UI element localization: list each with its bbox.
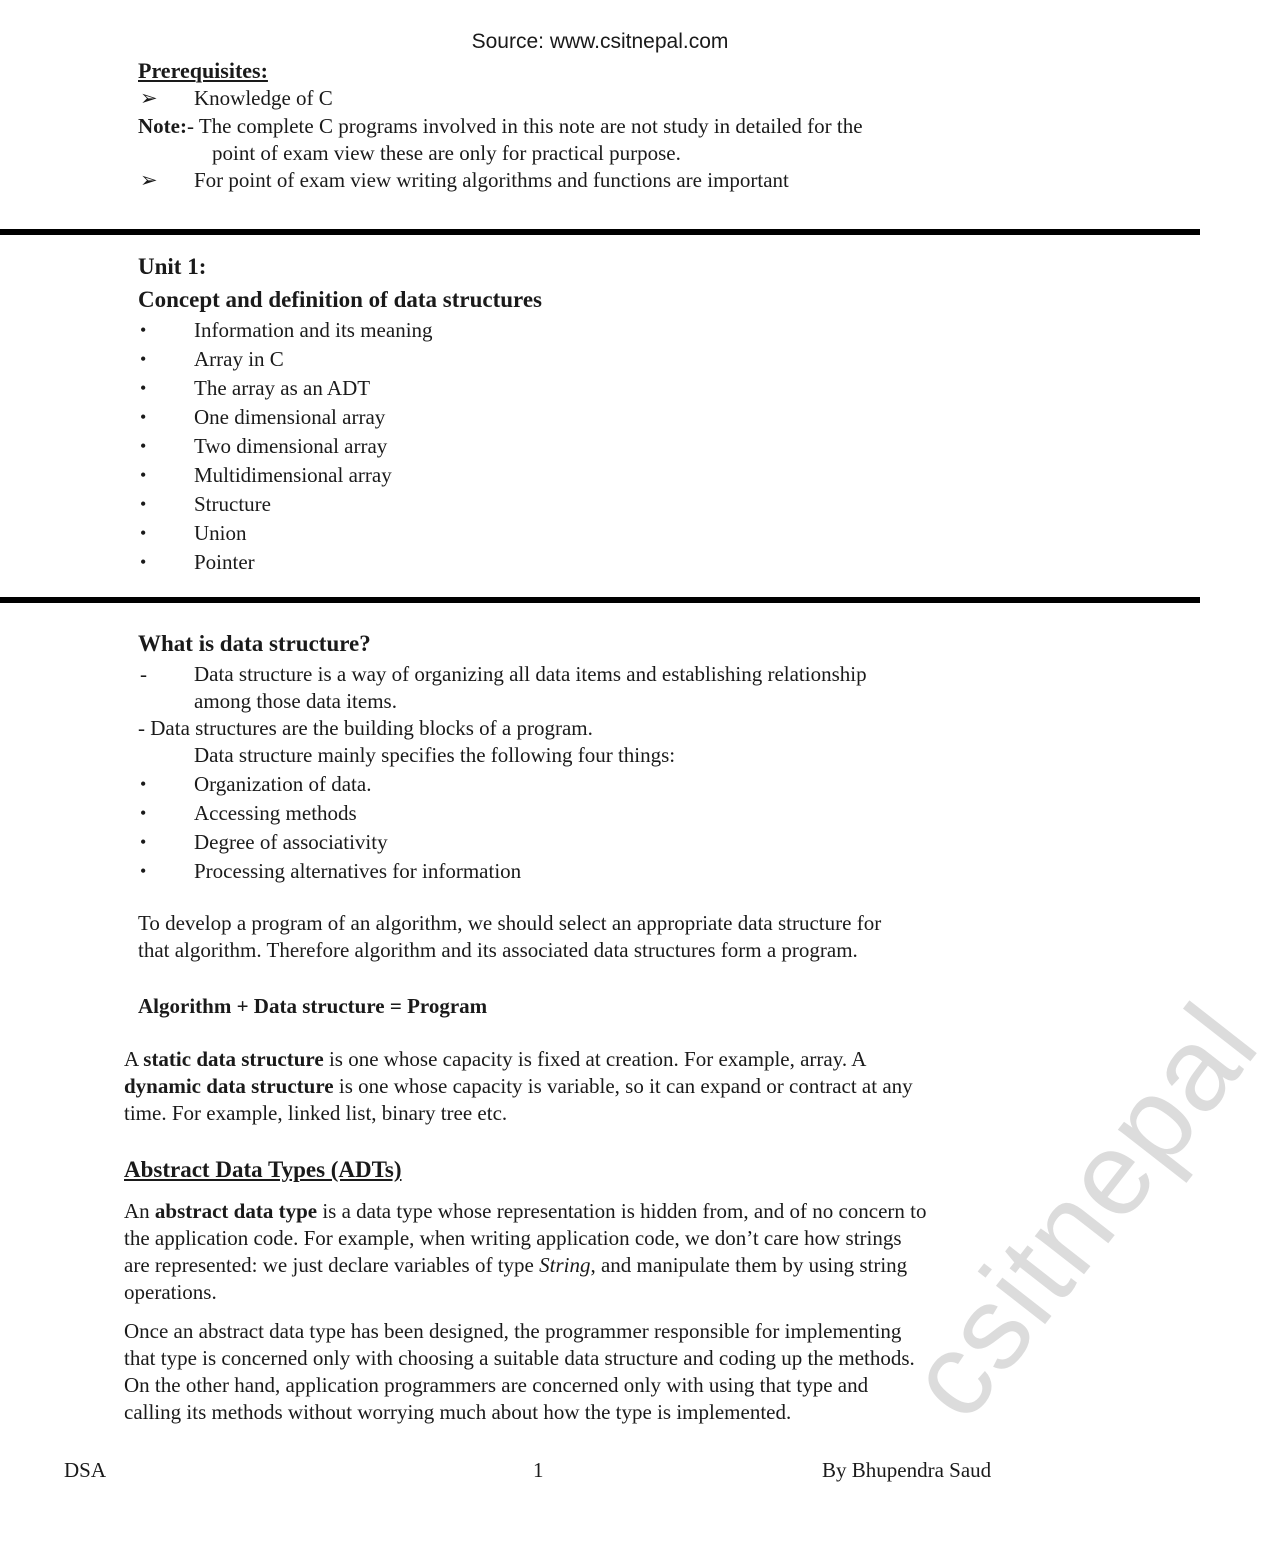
unit-label: Unit 1: <box>138 254 207 279</box>
spec-item: Accessing methods <box>194 801 357 825</box>
program-paragraph-line: that algorithm. Therefore algorithm and its associated data structures form a program. <box>138 938 858 962</box>
adt-paragraph-line: Once an abstract data type has been designed, the programmer responsible for implementing <box>124 1319 902 1343</box>
definition-line: - Data structures are the building blocks of a program. <box>138 716 593 740</box>
adt-paragraph-line: that type is concerned only with choosing a suitable data structure and coding up the methods. <box>124 1346 915 1370</box>
adt-paragraph-line <box>124 1252 907 1279</box>
unit-item: One dimensional array <box>194 405 386 429</box>
spec-item: Organization of data. <box>194 772 372 796</box>
footer-author: By Bhupendra Saud <box>822 1458 992 1482</box>
text-run: is a data type whose representation is hidden from, and of no concern to <box>317 1199 927 1223</box>
static-dynamic-line: time. For example, linked list, binary tree etc. <box>124 1101 508 1125</box>
unit-item: Multidimensional array <box>194 463 392 487</box>
what-is-heading: What is data structure? <box>138 631 371 656</box>
bullet-icon: • <box>140 436 147 456</box>
bullet-icon: • <box>140 349 147 369</box>
bullet-icon: • <box>140 803 147 823</box>
bullet-icon: • <box>140 407 147 427</box>
program-paragraph-line: To develop a program of an algorithm, we should select an appropriate data structure for <box>138 911 882 935</box>
watermark-logo: csitnepal <box>881 980 1284 1443</box>
spec-item: Degree of associativity <box>194 830 388 854</box>
definition-line: Data structure is a way of organizing all data items and establishing relationship <box>194 662 867 686</box>
bullet-icon: • <box>140 861 147 881</box>
unit-item: Structure <box>194 492 271 516</box>
adt-heading: Abstract Data Types (ADTs) <box>124 1157 402 1182</box>
adt-paragraph-line: operations. <box>124 1280 217 1304</box>
adt-paragraph-line <box>124 1198 926 1225</box>
section-divider <box>0 229 1200 235</box>
spec-item: Processing alternatives for information <box>194 859 522 883</box>
note-text: - The complete C programs involved in this note are not study in detailed for the <box>186 114 863 138</box>
text-run: An <box>124 1199 155 1223</box>
note-line-1 <box>138 114 863 139</box>
page-number: 1 <box>533 1458 544 1482</box>
section-divider <box>0 597 1200 603</box>
term-dynamic: dynamic data structure <box>124 1074 334 1098</box>
text-run: is one whose capacity is fixed at creation. For example, array. A <box>323 1047 867 1071</box>
definition-line: among those data items. <box>194 689 397 713</box>
bullet-icon: • <box>140 552 147 572</box>
term-string: String <box>539 1253 591 1277</box>
text-run: is one whose capacity is variable, so it can expand or contract at any <box>333 1074 913 1098</box>
adt-paragraph-line: On the other hand, application programmers are concerned only with using that type and <box>124 1373 869 1397</box>
unit-item: The array as an ADT <box>194 376 371 400</box>
definition-line: Data structure mainly specifies the following four things: <box>194 743 676 767</box>
bullet-icon: • <box>140 378 147 398</box>
unit-item: Information and its meaning <box>194 318 433 342</box>
note-line-2: point of exam view these are only for practical purpose. <box>212 141 681 165</box>
note-label: Note: <box>138 114 187 138</box>
bullet-icon: • <box>140 774 147 794</box>
text-run: , and manipulate them by using string <box>590 1253 908 1277</box>
prereq-item: Knowledge of C <box>194 86 333 110</box>
text-run: are represented: we just declare variables of type <box>124 1253 540 1277</box>
unit-item: Union <box>194 521 247 545</box>
bullet-icon: • <box>140 523 147 543</box>
dash-bullet: - <box>140 662 147 686</box>
bullet-icon: • <box>140 494 147 514</box>
footer-left: DSA <box>64 1458 107 1482</box>
prereq-item: For point of exam view writing algorithms and functions are important <box>194 168 789 192</box>
unit-item: Array in C <box>194 347 284 371</box>
term-adt: abstract data type <box>154 1199 318 1223</box>
prerequisites-heading: Prerequisites: <box>138 58 268 83</box>
term-static: static data structure <box>143 1047 324 1071</box>
equation: Algorithm + Data structure = Program <box>138 994 488 1018</box>
adt-paragraph-line: calling its methods without worrying much about how the type is implemented. <box>124 1400 792 1424</box>
text-run: A <box>124 1047 144 1071</box>
arrow-bullet-icon: ➢ <box>140 168 158 192</box>
static-dynamic-line <box>124 1046 866 1073</box>
static-dynamic-line <box>124 1073 913 1100</box>
adt-paragraph-line: the application code. For example, when writing application code, we don’t care how strings <box>124 1226 902 1250</box>
bullet-icon: • <box>140 465 147 485</box>
unit-title: Concept and definition of data structures <box>138 287 543 312</box>
bullet-icon: • <box>140 832 147 852</box>
unit-item: Pointer <box>194 550 255 574</box>
arrow-bullet-icon: ➢ <box>140 86 158 110</box>
source-line: Source: www.csitnepal.com <box>471 30 729 53</box>
unit-item: Two dimensional array <box>194 434 388 458</box>
bullet-icon: • <box>140 320 147 340</box>
